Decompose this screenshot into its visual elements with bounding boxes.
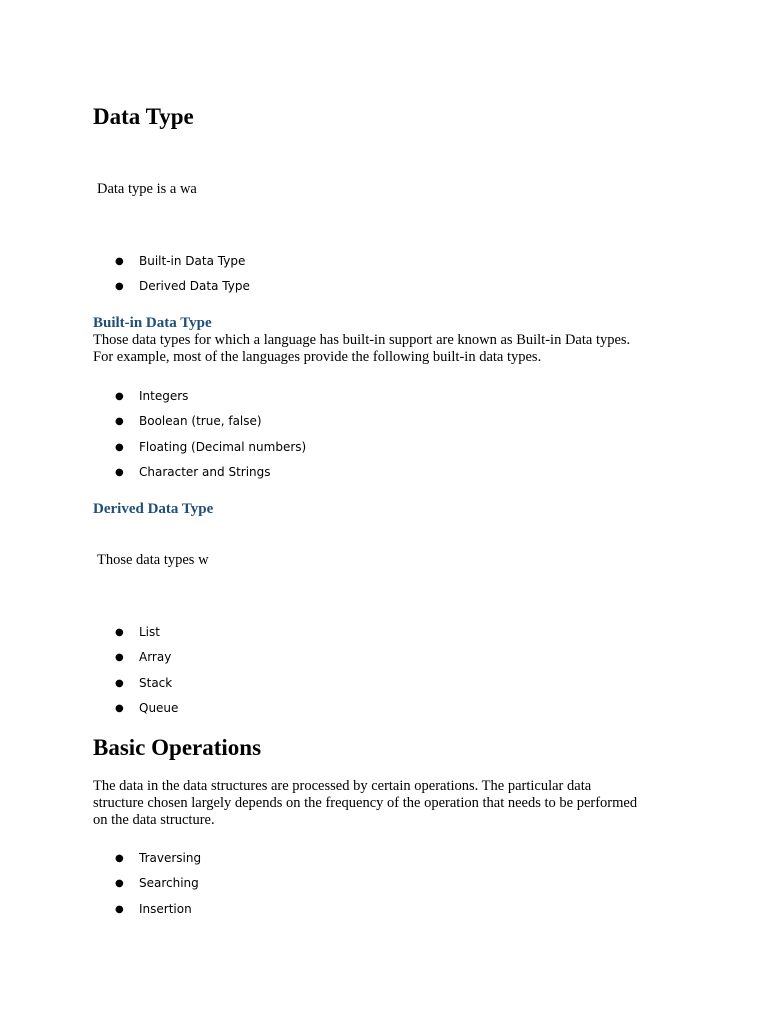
list-item-label: Built-in Data Type: [139, 254, 246, 268]
list-item-label: Integers: [139, 389, 189, 403]
bullet-icon: ●: [115, 903, 124, 915]
heading-basic-operations: Basic Operations: [93, 735, 262, 760]
bullet-icon: ●: [115, 391, 124, 402]
list-item-label: List: [139, 625, 160, 639]
bullet-icon: ●: [115, 652, 124, 664]
basic-operations-paragraph: [93, 778, 693, 829]
heading-data-type: Data Type: [93, 104, 194, 129]
bullet-icon: ●: [115, 853, 124, 864]
derived-intro-text: Those data types w: [97, 552, 209, 568]
bullet-icon: ●: [115, 466, 124, 478]
paragraph-line: For example, most of the languages provide the following built-in data types.: [93, 349, 542, 365]
list-item-label: Traversing: [139, 851, 202, 865]
list-item-label: Derived Data Type: [139, 279, 250, 294]
bullet-icon: ●: [115, 677, 124, 689]
list-item-label: Floating (Decimal numbers): [139, 439, 307, 454]
bullet-icon: ●: [115, 256, 124, 267]
data-type-intro-text: Data type is a wa: [97, 181, 197, 197]
bullet-icon: ●: [115, 702, 124, 714]
builtin-paragraph: [93, 332, 693, 366]
paragraph-line: Those data types for which a language has built-in support are known as Built-in Data types.: [93, 332, 631, 348]
list-item-label: Boolean (true, false): [139, 414, 262, 429]
list-item-label: Character and Strings: [139, 464, 271, 479]
list-item-label: Insertion: [139, 901, 192, 916]
paragraph-line: structure chosen largely depends on the frequency of the operation that needs to be performed: [93, 795, 638, 811]
list-item-label: Queue: [139, 700, 179, 715]
paragraph-line: on the data structure.: [93, 812, 215, 828]
bullet-icon: ●: [115, 281, 124, 293]
list-item-label: Stack: [139, 675, 173, 690]
heading-derived-data-type: Derived Data Type: [93, 501, 214, 517]
list-item-label: Array: [139, 650, 172, 665]
bullet-icon: ●: [115, 878, 124, 890]
list-item-label: Searching: [139, 876, 199, 891]
bullet-icon: ●: [115, 627, 124, 638]
bullet-icon: ●: [115, 416, 124, 428]
paragraph-line: The data in the data structures are processed by certain operations. The particular data: [93, 778, 592, 794]
heading-builtin-data-type: Built-in Data Type: [93, 315, 212, 331]
bullet-icon: ●: [115, 441, 124, 453]
